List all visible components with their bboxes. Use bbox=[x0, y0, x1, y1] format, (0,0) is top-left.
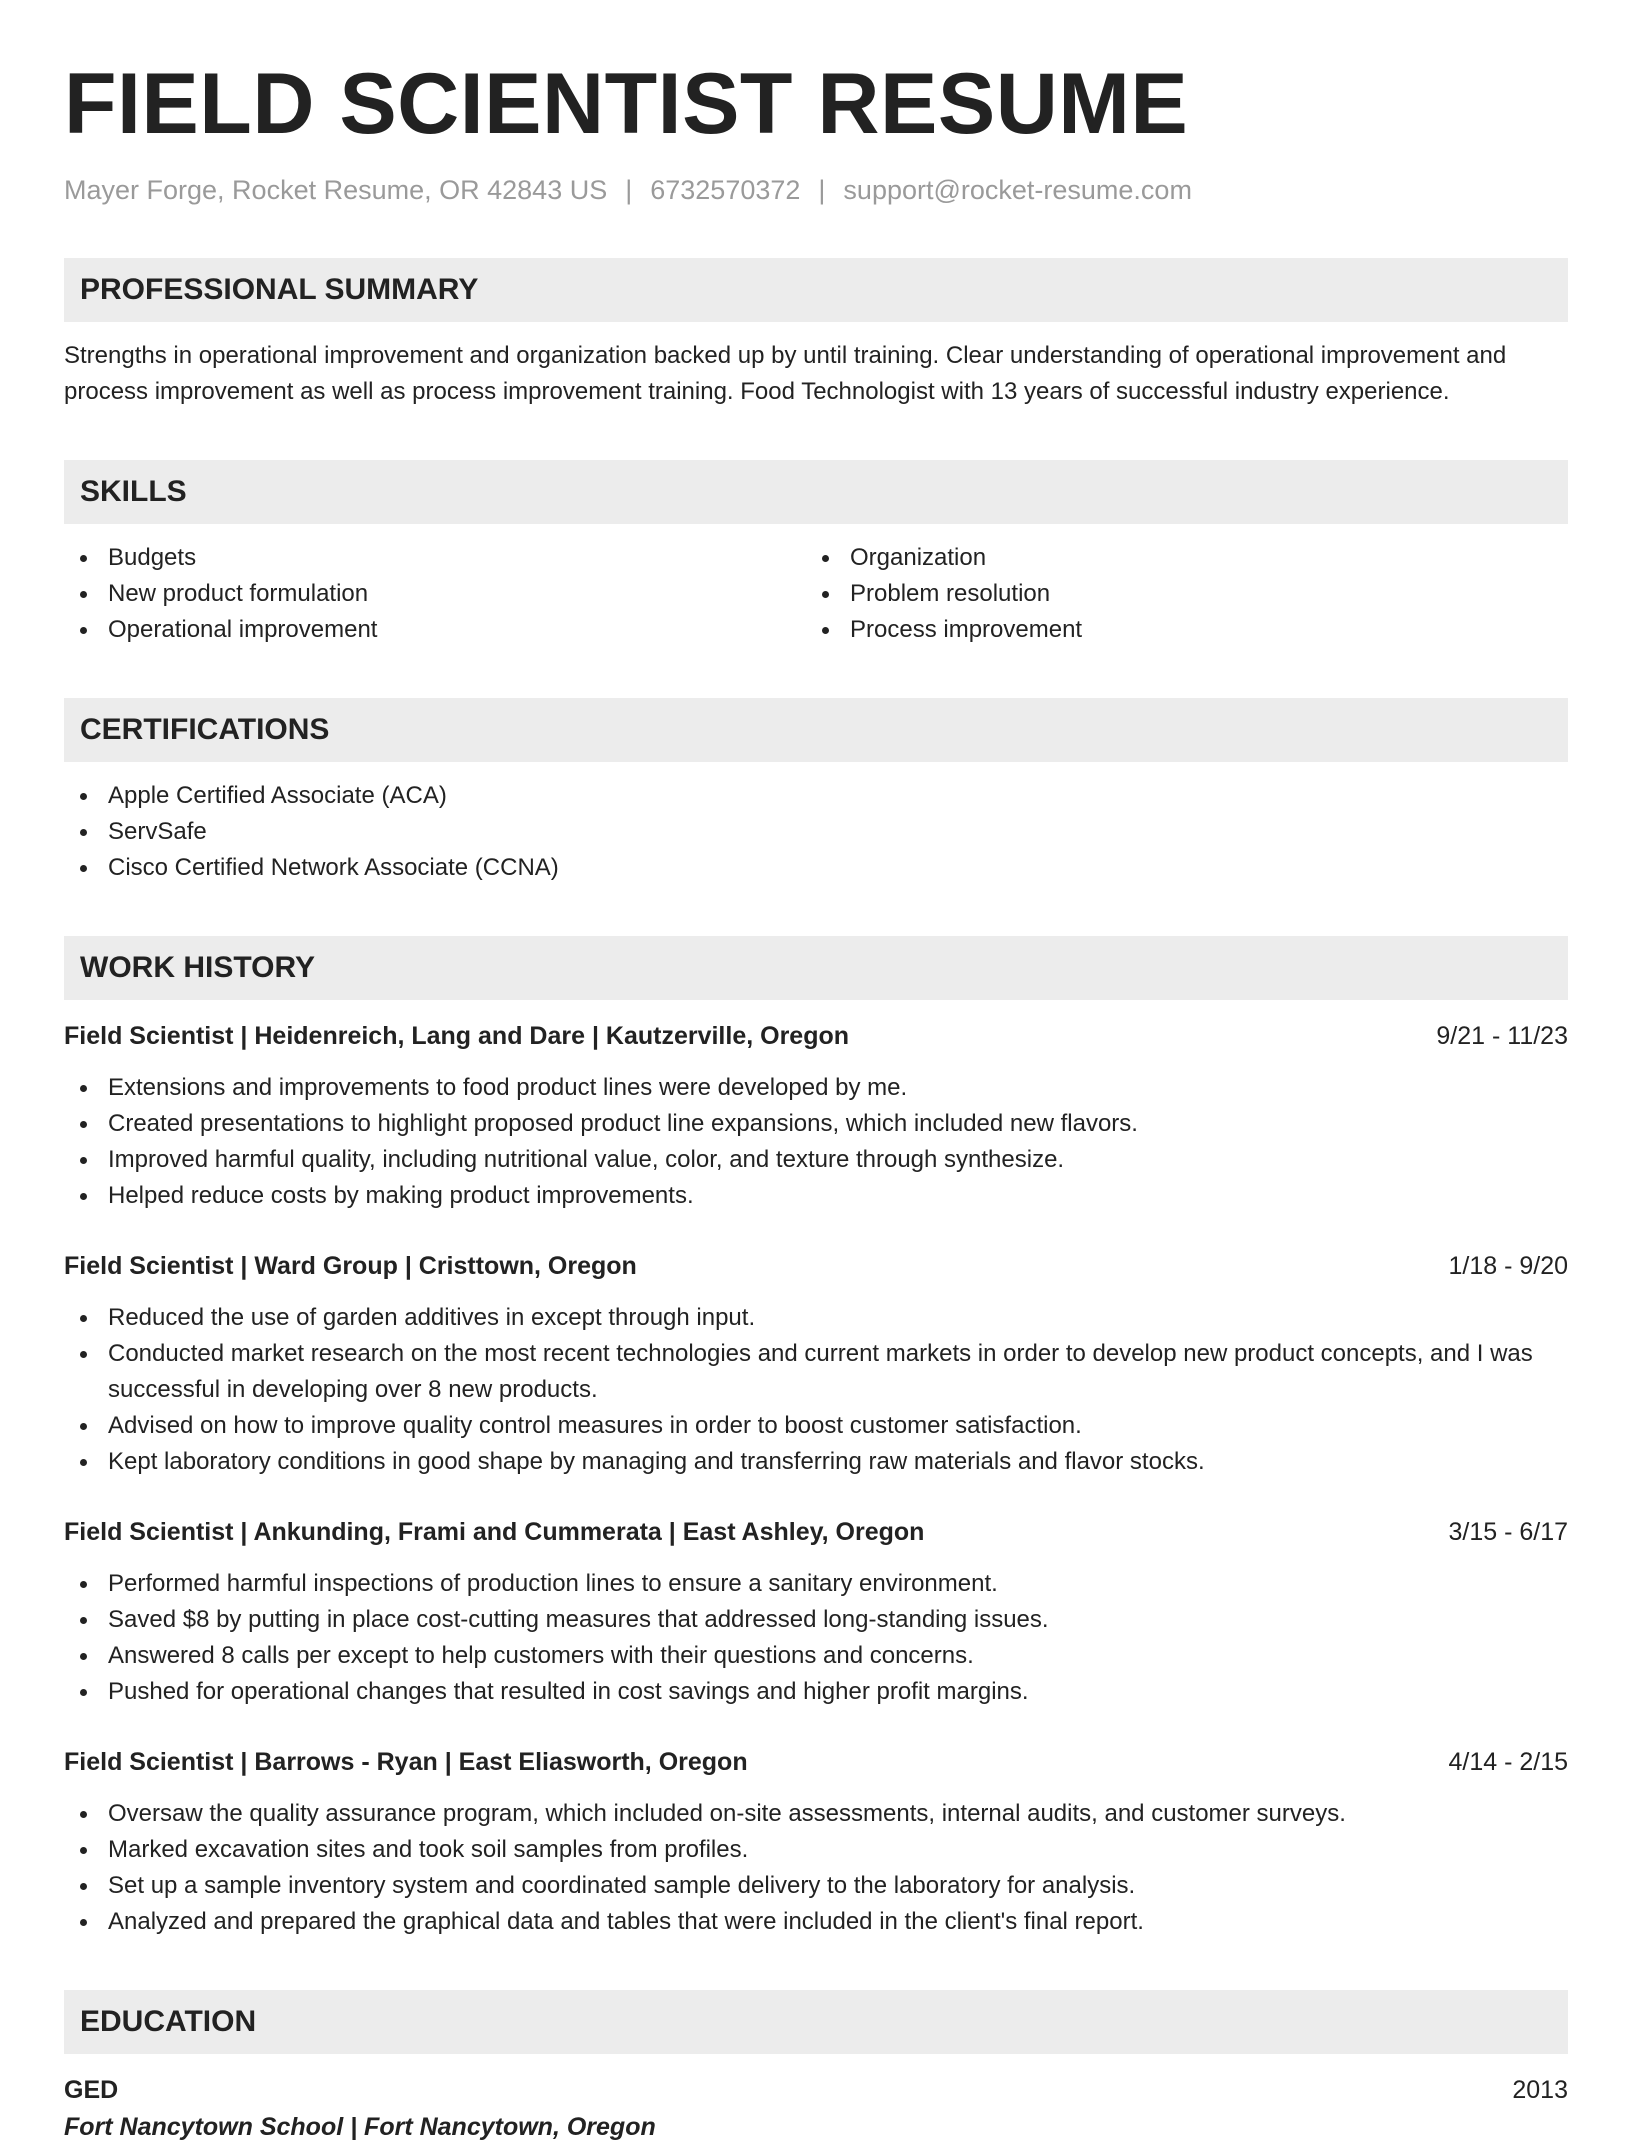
education-school: Fort Nancytown School | Fort Nancytown, Oregon bbox=[64, 2113, 656, 2141]
job-dates: 9/21 - 11/23 bbox=[1436, 1022, 1568, 1050]
contact-separator: | bbox=[818, 175, 826, 205]
job-bullet: Advised on how to improve quality control measures in order to boost customer satisfaction. bbox=[64, 1408, 1568, 1444]
section-heading-work-history: WORK HISTORY bbox=[64, 936, 1568, 1000]
contact-address: Mayer Forge, Rocket Resume, OR 42843 US bbox=[64, 175, 608, 205]
certifications-list bbox=[64, 778, 1568, 886]
job-dates: 1/18 - 9/20 bbox=[1448, 1252, 1568, 1280]
job-bullet: Conducted market research on the most recent technologies and current markets in order to develop new product concepts, and I was successful in developing over 8 new products. bbox=[64, 1336, 1568, 1408]
resume-title: FIELD SCIENTIST RESUME bbox=[64, 56, 1189, 152]
job-bullet: Performed harmful inspections of production lines to ensure a sanitary environment. bbox=[64, 1566, 1568, 1602]
job-bullet: Kept laboratory conditions in good shape by managing and transferring raw materials and flavor stocks. bbox=[64, 1444, 1568, 1480]
skill-item: Organization bbox=[806, 540, 1548, 576]
section-heading-skills: SKILLS bbox=[64, 460, 1568, 524]
job-entry bbox=[64, 1018, 1568, 1214]
job-title: Field Scientist | Ankunding, Frami and Cummerata | East Ashley, Oregon bbox=[64, 1518, 925, 1546]
job-bullet: Reduced the use of garden additives in except through input. bbox=[64, 1300, 1568, 1336]
education-year: 2013 bbox=[1512, 2076, 1568, 2104]
section-heading-education: EDUCATION bbox=[64, 1990, 1568, 2054]
skill-item: New product formulation bbox=[64, 576, 806, 612]
job-entry bbox=[64, 1248, 1568, 1480]
job-bullets bbox=[64, 1070, 1568, 1214]
summary-text: Strengths in operational improvement and organization backed up by until training. Clear understanding of operational improvement and process improvement as well as process improvement training. Food Technologist with 13 years of successful industry experience. bbox=[64, 342, 1507, 405]
contact-separator: | bbox=[625, 175, 633, 205]
skills-column-left bbox=[64, 540, 806, 648]
job-bullets bbox=[64, 1796, 1568, 1940]
job-bullet: Answered 8 calls per except to help customers with their questions and concerns. bbox=[64, 1638, 1568, 1674]
certification-item: Apple Certified Associate (ACA) bbox=[64, 778, 1568, 814]
job-bullet: Set up a sample inventory system and coordinated sample delivery to the laboratory for analysis. bbox=[64, 1868, 1568, 1904]
job-bullet: Saved $8 by putting in place cost-cutting measures that addressed long-standing issues. bbox=[64, 1602, 1568, 1638]
job-dates: 3/15 - 6/17 bbox=[1448, 1518, 1568, 1546]
job-bullet: Pushed for operational changes that resulted in cost savings and higher profit margins. bbox=[64, 1674, 1568, 1710]
section-heading-certifications: CERTIFICATIONS bbox=[64, 698, 1568, 762]
job-bullet: Created presentations to highlight proposed product line expansions, which included new flavors. bbox=[64, 1106, 1568, 1142]
contact-email: support@rocket-resume.com bbox=[843, 175, 1192, 205]
job-bullet: Oversaw the quality assurance program, which included on-site assessments, internal audits, and customer surveys. bbox=[64, 1796, 1568, 1832]
skill-item: Process improvement bbox=[806, 612, 1548, 648]
education-entry bbox=[64, 2072, 1568, 2146]
skills-list bbox=[64, 540, 1568, 648]
certification-item: ServSafe bbox=[64, 814, 1568, 850]
skill-item: Operational improvement bbox=[64, 612, 806, 648]
skills-column-right bbox=[806, 540, 1548, 648]
contact-line bbox=[64, 172, 1568, 208]
education-degree: GED bbox=[64, 2076, 119, 2104]
job-bullet: Extensions and improvements to food product lines were developed by me. bbox=[64, 1070, 1568, 1106]
job-title: Field Scientist | Barrows - Ryan | East Eliasworth, Oregon bbox=[64, 1748, 748, 1776]
job-title: Field Scientist | Heidenreich, Lang and Dare | Kautzerville, Oregon bbox=[64, 1022, 850, 1050]
job-bullet: Helped reduce costs by making product improvements. bbox=[64, 1178, 1568, 1214]
contact-phone: 6732570372 bbox=[650, 175, 801, 205]
job-entry bbox=[64, 1744, 1568, 1940]
job-entry bbox=[64, 1514, 1568, 1710]
job-bullet: Analyzed and prepared the graphical data and tables that were included in the client's final report. bbox=[64, 1904, 1568, 1940]
resume-page bbox=[64, 56, 1568, 2146]
job-bullets bbox=[64, 1566, 1568, 1710]
skill-item: Problem resolution bbox=[806, 576, 1548, 612]
job-bullet: Marked excavation sites and took soil samples from profiles. bbox=[64, 1832, 1568, 1868]
job-title: Field Scientist | Ward Group | Cristtown, Oregon bbox=[64, 1252, 637, 1280]
job-dates: 4/14 - 2/15 bbox=[1448, 1748, 1568, 1776]
skill-item: Budgets bbox=[64, 540, 806, 576]
job-bullets bbox=[64, 1300, 1568, 1480]
certification-item: Cisco Certified Network Associate (CCNA) bbox=[64, 850, 1568, 886]
job-bullet: Improved harmful quality, including nutritional value, color, and texture through synthesize. bbox=[64, 1142, 1568, 1178]
section-heading-summary: PROFESSIONAL SUMMARY bbox=[64, 258, 1568, 322]
